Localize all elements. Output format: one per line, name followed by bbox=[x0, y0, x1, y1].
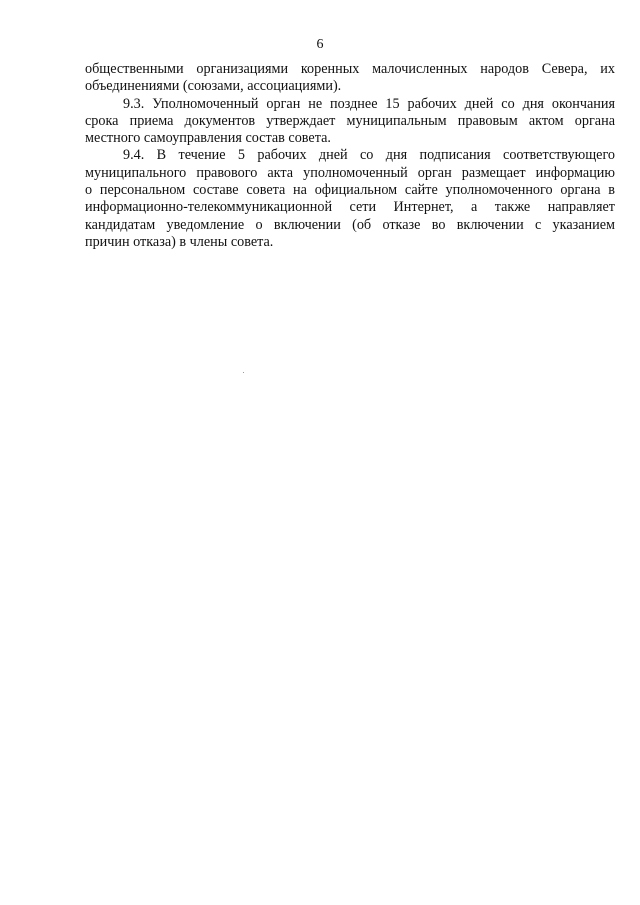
text-line: муниципального правового акта уполномоченный орган размещает информацию bbox=[85, 164, 615, 181]
text-line: причин отказа) в члены совета. bbox=[85, 233, 274, 250]
text-line: кандидатам уведомление о включении (об отказе во включении с указанием bbox=[85, 216, 615, 233]
paragraph-continuation bbox=[85, 61, 615, 96]
document-body bbox=[85, 61, 615, 251]
text-line: срока приема документов утверждает муниципальным правовым актом органа bbox=[85, 112, 615, 129]
text-line: информационно-телекоммуникационной сети Интернет, а также направляет bbox=[85, 199, 615, 216]
text-line: о персональном составе совета на официальном сайте уполномоченного органа в bbox=[85, 182, 615, 199]
text-line: объединениями (союзами, ассоциациями). bbox=[85, 78, 342, 95]
text-line: общественными организациями коренных малочисленных народов Севера, их bbox=[85, 61, 615, 77]
text-line: 9.3. Уполномоченный орган не позднее 15 рабочих дней со дня окончания bbox=[123, 95, 615, 112]
paragraph-9-4 bbox=[85, 147, 615, 251]
text-line: 9.4. В течение 5 рабочих дней со дня подписания соответствующего bbox=[123, 147, 615, 164]
paragraph-9-3 bbox=[85, 96, 615, 148]
scan-speck bbox=[243, 372, 244, 373]
text-line: местного самоуправления состав совета. bbox=[85, 130, 331, 147]
page-number: 6 bbox=[316, 37, 324, 52]
